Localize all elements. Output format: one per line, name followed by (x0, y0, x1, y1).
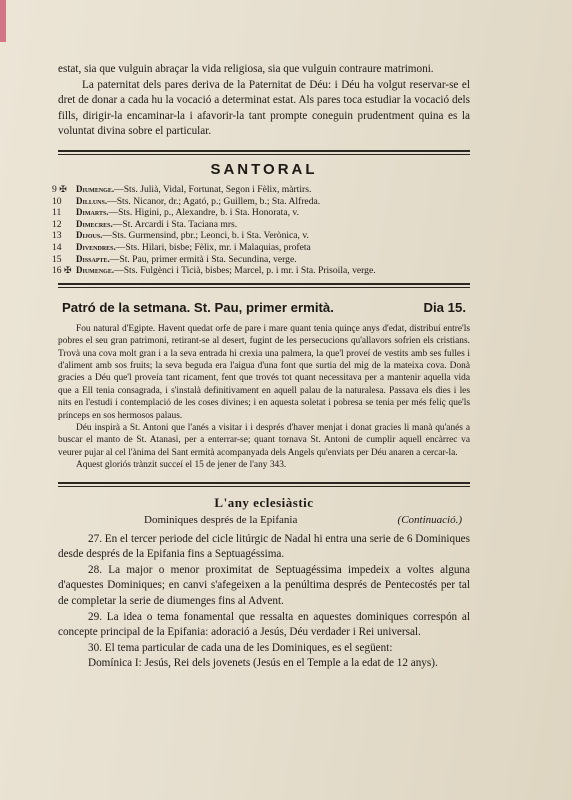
santoral-weekday: Diumenge. (76, 183, 115, 194)
santoral-saints: —Sts. Hilari, bisbe; Fèlix, mr. i Malaquias, profeta (115, 241, 311, 253)
santoral-weekday: Divendres. (76, 241, 116, 252)
cross-icon: ✠ (59, 183, 67, 194)
santoral-row (52, 196, 470, 208)
patro-paragraph-1: Fou natural d'Egipte. Havent quedat orfe de pare i mare quant tenia quinçe anys d'edat, distribuí entre'ls pobres el seu gran patrimoni, retirant-se al desert, fugint de les persecucions qu'allavors sofrien els cristians. Trovà una cova molt gran i a la seva entrada hi crexia una palmera, la que'l proveí de vestits amb ses fulles i d'aliment amb sos fruits; la seva beguda era l'aigua d'una font que surtia del mig de la mateixa cova. Donà gracies a Déu que'l proveía tant ricament, fent que trovés tot quant necessitava per a mantenir aquella vida que a Ell tenia consagrada, i s'instalà definitivament en aquell palau de la naturalesa. Passava els dies i les nits en l'estudi i contemplació de les coses divines; i en aquesta soletat i pobresa se tenia per més feliç que'ls prínceps en sos hermosos palaus. (58, 323, 470, 421)
santoral-weekday: Dilluns. (76, 195, 108, 206)
santoral-day-number: 14 (52, 241, 62, 253)
intro-paragraph-1: estat, sia que vulguin abraçar la vida religiosa, sia que vulguin contraure matrimoni. (58, 63, 434, 75)
paragraph-28: 28. La major o menor proximitat de Septuagéssima impedeix a voltes alguna d'aquestes Dominiques; en canvi s'afegeixen a la penúltima després de Pentecostés per tal de completar la serie de diumenges fins al Advent. (58, 563, 470, 607)
santoral-row (52, 230, 470, 242)
santoral-weekday: Dissapte. (76, 253, 110, 264)
section-divider-santoral (58, 283, 470, 285)
santoral-day-number: 16 (52, 265, 62, 277)
santoral-day-number: 15 (52, 253, 62, 265)
intro-section (58, 62, 470, 140)
santoral-saints: —St. Arcardi i Sta. Taciana mrs. (112, 218, 238, 230)
patro-paragraph-3: Aquest gloriós trànzit succeí el 15 de jener de l'any 343. (76, 460, 287, 471)
santoral-row (52, 265, 470, 277)
section-divider-top (58, 150, 470, 152)
santoral-day-number: 9 (52, 183, 57, 195)
santoral-weekday: Dimarts. (76, 207, 109, 218)
santoral-row (52, 254, 470, 266)
santoral-row (52, 219, 470, 231)
page-content (52, 62, 470, 672)
santoral-day-number: 12 (52, 218, 62, 230)
paragraph-29: 29. La idea o tema fonamental que ressalta en aquestes dominiques correspón al concepte principal de la Epifania: adoració a Jesús, Déu verdader i Rei universal. (58, 610, 470, 639)
paragraph-dominica-1: Domínica I: Jesús, Rei dels jovenets (Jesús en el Temple a la edat de 12 anys). (88, 657, 438, 670)
patro-heading (62, 300, 466, 315)
santoral-title: SANTORAL (210, 160, 318, 178)
santoral-saints: —St. Pau, primer ermità i Sta. Secundina, verge. (109, 253, 297, 265)
santoral-day-number: 13 (52, 230, 62, 242)
santoral-weekday: Diumenge. (76, 265, 115, 276)
santoral-row (52, 207, 470, 219)
santoral-weekday: Dijous. (76, 230, 103, 241)
santoral-day-number: 11 (52, 207, 62, 219)
patro-paragraph-2: Déu inspirà a St. Antoni que l'anés a visitar i i després d'haver menjat i donat gracies li manà qu'anés a buscar el manto de St. Atanasi, per a enterrar-se; quant tornava St. Antoni de cumplir aquell encàrrec va veurer pujar al cel l'ànima del Sant ermità acompanyada dels Angels qu'enviats per Déu anaren a cercar-la. (58, 422, 470, 458)
any-eclesiastic-subtitle-row (144, 514, 462, 526)
section-divider-santoral-thin (58, 287, 470, 288)
santoral-saints: —Sts. Nicanor, dr.; Agató, p.; Guillem, b.; Sta. Alfreda. (107, 195, 321, 207)
any-eclesiastic-body (58, 532, 470, 672)
santoral-saints: —Sts. Gurmensind, pbr.; Leonci, b. i Sta. Verònica, v. (102, 230, 309, 242)
paragraph-27: 27. En el tercer periode del cicle litúrgic de Nadal hi entra una serie de 6 Dominiques desde després de la Epifania fins a Septuagéssima. (58, 532, 470, 561)
cross-icon: ✠ (64, 265, 72, 276)
any-eclesiastic-subtitle: Dominiques després de la Epifania (144, 513, 298, 526)
section-divider-patro (58, 482, 470, 484)
patro-day: Dia 15. (423, 299, 466, 315)
page-edge-mark (0, 0, 6, 42)
patro-body (58, 323, 470, 472)
section-divider-patro-thin (58, 486, 470, 487)
santoral-saints: —Sts. Julià, Vidal, Fortunat, Segon i Fèlix, màrtirs. (114, 183, 312, 195)
continuation-label: (Continuació.) (397, 513, 462, 526)
santoral-list (52, 184, 470, 277)
santoral-saints: —Sts. Fulgènci i Ticià, bisbes; Marcel, p. i mr. i Sta. Prisoila, verge. (114, 265, 376, 277)
intro-paragraph-2: La paternitat dels pares deriva de la Paternitat de Déu: i Déu ha volgut reservar-se el dret de donar a cada hu la vocació a determinat estat. Als pares toca estudiar la vocació dels fills, dirigir-la encaminar-la i afavorir-la tant prompte coneguin prudentment quina es la voluntat divina sobre el particular. (58, 78, 470, 138)
santoral-row (52, 242, 470, 254)
santoral-day-number: 10 (52, 195, 62, 207)
santoral-row (52, 184, 470, 196)
santoral-saints: —Sts. Higini, p., Alexandre, b. i Sta. Honorata, v. (108, 207, 299, 219)
patro-title: Patró de la setmana. St. Pau, primer ermità. (62, 299, 334, 315)
santoral-weekday: Dimecres. (76, 218, 113, 229)
paragraph-30: 30. El tema particular de cada una de les Dominiques, es el següent: (88, 641, 393, 654)
any-eclesiastic-title: L'any eclesiàstic (214, 494, 314, 510)
section-divider-top-thin (58, 154, 470, 155)
